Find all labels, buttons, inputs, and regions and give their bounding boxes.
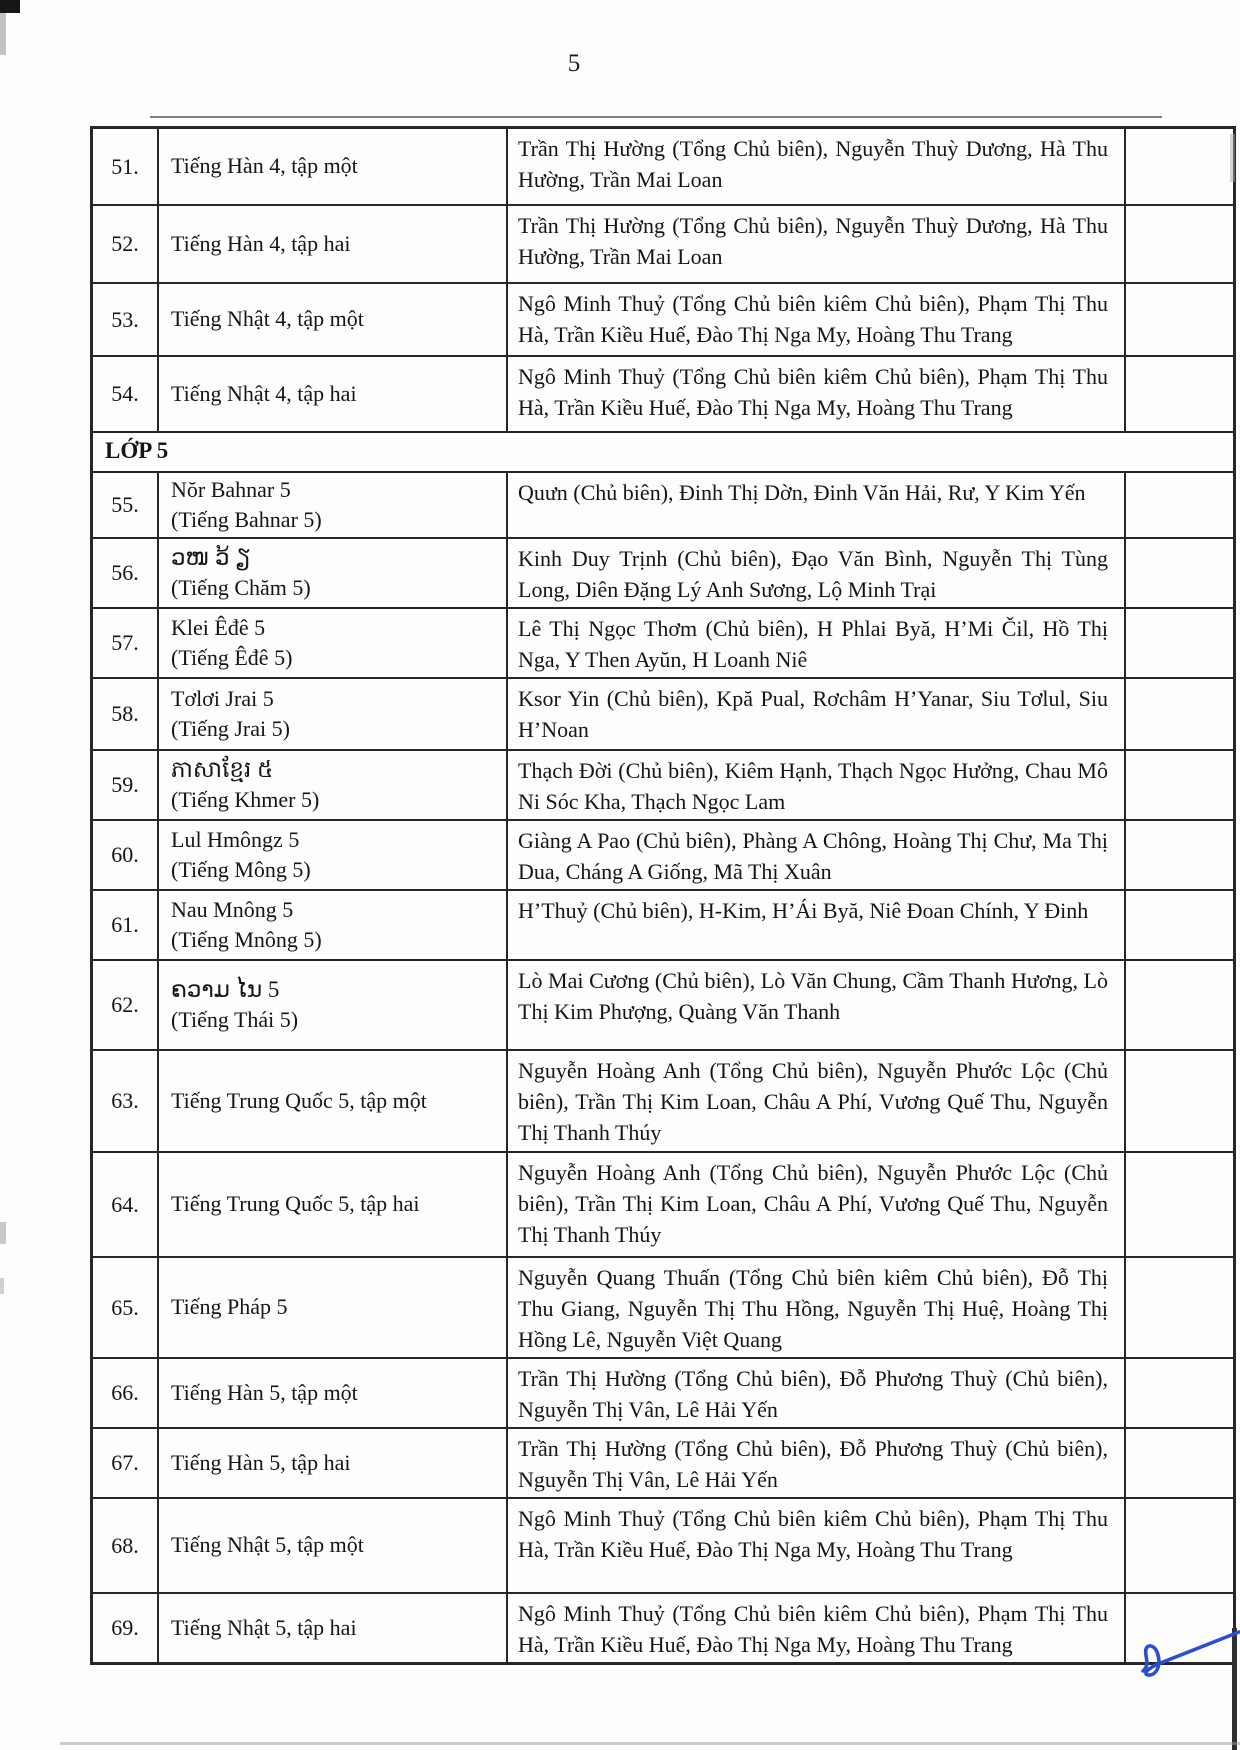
- book-authors-cell: Lò Mai Cương (Chủ biên), Lò Văn Chung, Cầm Thanh Hương, Lò Thị Kim Phượng, Quàng Văn Thanh: [507, 960, 1125, 1050]
- table-row: [92, 1428, 1235, 1498]
- book-title-cell: [158, 1428, 507, 1498]
- book-title-cell: [158, 820, 507, 890]
- scan-artifact: [150, 116, 1162, 118]
- book-title-line: (Tiếng Bahnar 5): [171, 506, 322, 532]
- book-title-line: (Tiếng Mnông 5): [171, 926, 322, 952]
- book-title-line: Nau Mnông 5: [171, 896, 294, 922]
- book-title-line: Tiếng Nhật 4, tập hai: [171, 380, 357, 406]
- row-number-cell: 62.: [92, 960, 159, 1050]
- book-title-line: Tiếng Trung Quốc 5, tập hai: [171, 1191, 420, 1216]
- book-title-line: Tiếng Hàn 5, tập hai: [171, 1449, 351, 1475]
- empty-note-cell: [1125, 472, 1235, 538]
- row-number-cell: 64.: [92, 1152, 159, 1257]
- book-title-line: Tiếng Pháp 5: [171, 1294, 288, 1319]
- book-title-line: Tiếng Hàn 5, tập một: [171, 1379, 358, 1405]
- book-title-cell: [158, 1498, 507, 1593]
- section-label: LỚP 5: [92, 432, 1235, 472]
- book-title-line: (Tiếng Khmer 5): [171, 786, 320, 812]
- row-number-cell: 55.: [92, 472, 159, 538]
- empty-note-cell: [1125, 1358, 1235, 1428]
- book-title-cell: [158, 960, 507, 1050]
- book-authors-cell: Nguyễn Hoàng Anh (Tổng Chủ biên), Nguyễn Phước Lộc (Chủ biên), Trần Thị Kim Loan, Châu A Phí, Vương Quế Thu, Nguyễn Thị Thanh Thúy: [507, 1050, 1125, 1152]
- scan-artifact: [0, 1222, 6, 1244]
- book-title-cell: [158, 1257, 507, 1358]
- book-title-line: ວໜ ວ້ ຽ: [171, 544, 251, 570]
- table-row: [92, 820, 1235, 890]
- row-number-cell: 53.: [92, 283, 159, 356]
- empty-note-cell: [1125, 1428, 1235, 1498]
- empty-note-cell: [1125, 890, 1235, 960]
- book-title-cell: [158, 1152, 507, 1257]
- table-row: [92, 750, 1235, 820]
- book-authors-cell: Quưn (Chủ biên), Đinh Thị Dờn, Đinh Văn Hải, Rư, Y Kim Yến: [507, 472, 1125, 538]
- row-number-cell: 52.: [92, 205, 159, 283]
- book-title-line: (Tiếng Êđê 5): [171, 644, 293, 670]
- row-number-cell: 60.: [92, 820, 159, 890]
- book-title-line: (Tiếng Thái 5): [171, 1006, 299, 1032]
- book-authors-cell: Giàng A Pao (Chủ biên), Phàng A Chông, Hoàng Thị Chư, Ma Thị Dua, Cháng A Giống, Mã Thị Xuân: [507, 820, 1125, 890]
- book-title-cell: [158, 1593, 507, 1664]
- scan-artifact: [0, 0, 20, 13]
- table-row: [92, 1498, 1235, 1593]
- page-number: 5: [567, 50, 581, 77]
- book-title-cell: [158, 472, 507, 538]
- book-title-line: (Tiếng Jrai 5): [171, 715, 290, 741]
- row-number-cell: 57.: [92, 608, 159, 678]
- book-title-cell: [158, 1050, 507, 1152]
- book-title-line: Klei Êđê 5: [171, 614, 266, 640]
- table-row: [92, 890, 1235, 960]
- empty-note-cell: [1125, 750, 1235, 820]
- signature-stroke: [1143, 1632, 1239, 1675]
- book-authors-cell: Kinh Duy Trịnh (Chủ biên), Đạo Văn Bình, Nguyễn Thị Tùng Long, Diên Đặng Lý Anh Sương, Lộ Minh Trại: [507, 538, 1125, 608]
- book-title-cell: [158, 538, 507, 608]
- empty-note-cell: [1125, 1152, 1235, 1257]
- empty-note-cell: [1125, 538, 1235, 608]
- empty-note-cell: [1125, 1257, 1235, 1358]
- row-number-cell: 54.: [92, 356, 159, 432]
- scan-artifact: [0, 1278, 4, 1294]
- table-row: [92, 1358, 1235, 1428]
- empty-note-cell: [1125, 960, 1235, 1050]
- book-title-cell: [158, 608, 507, 678]
- book-authors-cell: Ksor Yin (Chủ biên), Kpă Pual, Rơchâm H’Yanar, Siu Tơlul, Siu H’Noan: [507, 678, 1125, 750]
- book-title-line: ຄວາມ ໄນ 5: [171, 976, 280, 1002]
- book-title-cell: [158, 890, 507, 960]
- book-title-line: Tiếng Hàn 4, tập một: [171, 153, 358, 179]
- book-title-line: Tơlơi Jrai 5: [171, 685, 274, 711]
- book-title-cell: [158, 128, 507, 205]
- table-row: [92, 472, 1235, 538]
- row-number-cell: 65.: [92, 1257, 159, 1358]
- scan-artifact: [1230, 134, 1235, 182]
- empty-note-cell: [1125, 283, 1235, 356]
- book-authors-cell: Thạch Đời (Chủ biên), Kiêm Hạnh, Thạch Ngọc Hưởng, Chau Mô Ni Sóc Kha, Thạch Ngọc Lam: [507, 750, 1125, 820]
- table-row: [92, 1050, 1235, 1152]
- empty-note-cell: [1125, 1498, 1235, 1593]
- empty-note-cell: [1125, 678, 1235, 750]
- book-title-cell: [158, 283, 507, 356]
- book-authors-cell: Ngô Minh Thuỷ (Tổng Chủ biên kiêm Chủ biên), Phạm Thị Thu Hà, Trần Kiều Huế, Đào Thị Nga My, Hoàng Thu Trang: [507, 1593, 1125, 1664]
- table-row: [92, 356, 1235, 432]
- book-authors-cell: Nguyễn Quang Thuấn (Tổng Chủ biên kiêm Chủ biên), Đỗ Thị Thu Giang, Nguyễn Thị Thu Hồng, Nguyễn Thị Huệ, Hoàng Thị Hồng Lê, Nguyễn Việt Quang: [507, 1257, 1125, 1358]
- table-row: [92, 538, 1235, 608]
- table-row: [92, 1257, 1235, 1358]
- row-number-cell: 59.: [92, 750, 159, 820]
- scan-artifact: [0, 13, 6, 55]
- book-authors-cell: Ngô Minh Thuỷ (Tổng Chủ biên kiêm Chủ biên), Phạm Thị Thu Hà, Trần Kiều Huế, Đào Thị Nga My, Hoàng Thu Trang: [507, 283, 1125, 356]
- row-number-cell: 63.: [92, 1050, 159, 1152]
- table-row: [92, 128, 1235, 205]
- table-row: [92, 1152, 1235, 1257]
- table-row: [92, 283, 1235, 356]
- book-title-line: Tiếng Nhật 5, tập hai: [171, 1614, 357, 1640]
- row-number-cell: 69.: [92, 1593, 159, 1664]
- empty-note-cell: [1125, 205, 1235, 283]
- book-title-line: Tiếng Hàn 4, tập hai: [171, 230, 351, 256]
- row-number-cell: 66.: [92, 1358, 159, 1428]
- book-title-cell: [158, 1358, 507, 1428]
- book-authors-cell: Trần Thị Hường (Tổng Chủ biên), Đỗ Phương Thuỳ (Chủ biên), Nguyễn Thị Vân, Lê Hải Yến: [507, 1428, 1125, 1498]
- empty-note-cell: [1125, 608, 1235, 678]
- book-authors-cell: Trần Thị Hường (Tổng Chủ biên), Nguyễn Thuỳ Dương, Hà Thu Hường, Trần Mai Loan: [507, 205, 1125, 283]
- book-title-cell: [158, 750, 507, 820]
- book-authors-cell: Trần Thị Hường (Tổng Chủ biên), Nguyễn Thuỳ Dương, Hà Thu Hường, Trần Mai Loan: [507, 128, 1125, 205]
- book-authors-cell: Nguyễn Hoàng Anh (Tổng Chủ biên), Nguyễn Phước Lộc (Chủ biên), Trần Thị Kim Loan, Châu A Phí, Vương Quế Thu, Nguyễn Thị Thanh Thúy: [507, 1152, 1125, 1257]
- table-row: [92, 205, 1235, 283]
- empty-note-cell: [1125, 1050, 1235, 1152]
- book-authors-cell: Lê Thị Ngọc Thơm (Chủ biên), H Phlai Byă, H’Mi Čil, Hồ Thị Nga, Y Then Ayŭn, H Loanh Niê: [507, 608, 1125, 678]
- book-title-cell: [158, 356, 507, 432]
- section-row: [92, 432, 1235, 472]
- table-row: [92, 678, 1235, 750]
- row-number-cell: 67.: [92, 1428, 159, 1498]
- book-authors-cell: Ngô Minh Thuỷ (Tổng Chủ biên kiêm Chủ biên), Phạm Thị Thu Hà, Trần Kiều Huế, Đào Thị Nga My, Hoàng Thu Trang: [507, 356, 1125, 432]
- table-row: [92, 608, 1235, 678]
- row-number-cell: 58.: [92, 678, 159, 750]
- table-row: [92, 1593, 1235, 1664]
- book-title-cell: [158, 678, 507, 750]
- book-title-line: Tiếng Nhật 4, tập một: [171, 306, 364, 331]
- book-authors-cell: Ngô Minh Thuỷ (Tổng Chủ biên kiêm Chủ biên), Phạm Thị Thu Hà, Trần Kiều Huế, Đào Thị Nga My, Hoàng Thu Trang: [507, 1498, 1125, 1593]
- signature-mark: [1118, 1622, 1240, 1686]
- empty-note-cell: [1125, 356, 1235, 432]
- row-number-cell: 56.: [92, 538, 159, 608]
- book-authors-cell: H’Thuỷ (Chủ biên), H-Kim, H’Ái Byă, Niê Đoan Chính, Y Đinh: [507, 890, 1125, 960]
- row-number-cell: 68.: [92, 1498, 159, 1593]
- book-title-cell: [158, 205, 507, 283]
- scan-artifact: [60, 1742, 1240, 1745]
- book-title-line: Lul Hmôngz 5: [171, 826, 300, 852]
- book-title-line: Nŏr Bahnar 5: [171, 476, 291, 502]
- book-title-line: Tiếng Nhật 5, tập một: [171, 1532, 364, 1557]
- table-row: [92, 960, 1235, 1050]
- textbook-table: [90, 126, 1236, 1665]
- book-title-line: ភាសាខ្មែរ ៥: [171, 756, 274, 782]
- row-number-cell: 61.: [92, 890, 159, 960]
- book-title-line: (Tiếng Mông 5): [171, 856, 311, 882]
- book-title-line: Tiếng Trung Quốc 5, tập một: [171, 1087, 427, 1113]
- book-title-line: (Tiếng Chăm 5): [171, 574, 311, 600]
- row-number-cell: 51.: [92, 128, 159, 205]
- empty-note-cell: [1125, 128, 1235, 205]
- empty-note-cell: [1125, 820, 1235, 890]
- book-authors-cell: Trần Thị Hường (Tổng Chủ biên), Đỗ Phương Thuỳ (Chủ biên), Nguyễn Thị Vân, Lê Hải Yến: [507, 1358, 1125, 1428]
